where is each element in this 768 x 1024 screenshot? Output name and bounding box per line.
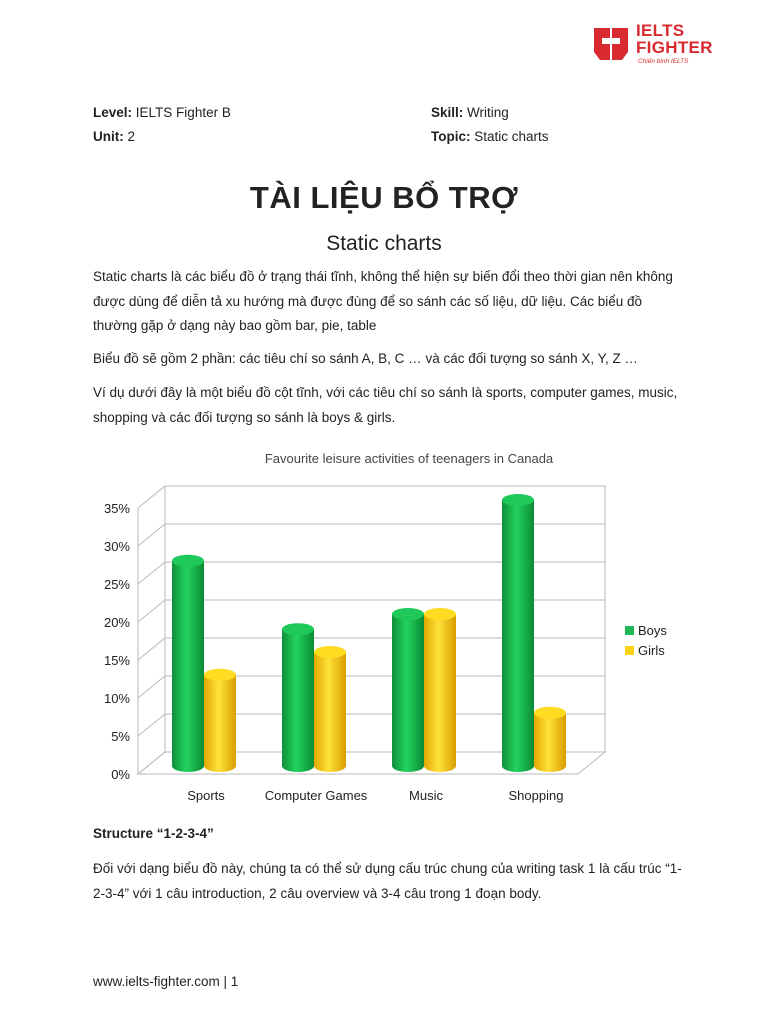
- bar-top: [502, 494, 534, 506]
- bar-girls-shopping: [534, 707, 566, 772]
- topic-line: Topic: Static charts: [431, 129, 549, 144]
- bar-boys-shopping: [502, 494, 534, 772]
- bar-base: [204, 760, 236, 772]
- logo-wordmark: IELTS FIGHTER: [636, 21, 713, 57]
- bar-body: [392, 614, 424, 766]
- y-tick-label: 35%: [103, 501, 130, 516]
- structure-heading: Structure “1-2-3-4”: [93, 826, 214, 841]
- gridline-diagonal: [138, 524, 165, 546]
- y-tick-label: 10%: [103, 691, 130, 706]
- bar-base: [392, 760, 424, 772]
- bar-chart: [90, 440, 690, 820]
- y-tick-label: 30%: [103, 539, 130, 554]
- skill-line: Skill: Writing: [431, 105, 509, 120]
- level-line: Level: IELTS Fighter B: [93, 105, 231, 120]
- unit-line: Unit: 2: [93, 129, 136, 144]
- gridline-diagonal: [138, 600, 165, 622]
- bar-top: [424, 608, 456, 620]
- structure-paragraph: Đối với dạng biểu đồ này, chúng ta có thể sử dụng cấu trúc chung của writing task 1 là cấu trúc “1-2-3-4” với 1 câu introduction, 2 câu overview và 3-4 câu trong 1 đoạn body.: [93, 861, 682, 901]
- bar-base: [502, 760, 534, 772]
- legend-swatch-boys: [625, 626, 634, 635]
- page-subtitle: Static charts: [326, 232, 442, 255]
- bar-base: [282, 760, 314, 772]
- chart-legend: [625, 623, 667, 658]
- gridline-diagonal: [138, 714, 165, 736]
- bar-top: [314, 646, 346, 658]
- x-tick-label: Computer Games: [264, 788, 368, 803]
- chart-title: Favourite leisure activities of teenagers in Canada: [264, 451, 554, 466]
- bar-base: [172, 760, 204, 772]
- logo-tagline: Chiến binh IELTS: [638, 58, 689, 65]
- bar-top: [172, 555, 204, 567]
- x-tick-label: Music: [409, 788, 443, 803]
- bar-top: [392, 608, 424, 620]
- bar-boys-music: [392, 608, 424, 772]
- bar-body: [282, 629, 314, 766]
- legend-label-boys: Boys: [638, 623, 667, 638]
- y-tick-label: 0%: [111, 767, 130, 782]
- x-axis: [187, 788, 563, 803]
- gridline-diagonal: [138, 676, 165, 698]
- parts-paragraph: Biểu đồ sẽ gồm 2 phần: các tiêu chí so sánh A, B, C … và các đối tượng so sánh X, Y, Z …: [93, 351, 638, 366]
- y-tick-label: 5%: [111, 729, 130, 744]
- example-paragraph: Ví dụ dưới đây là một biểu đồ cột tĩnh, với các tiêu chí so sánh là sports, computer games, music, shopping và các đối tượng so sánh là boys & girls.: [93, 385, 678, 425]
- footer-url: www.ielts-fighter.com | 1: [93, 974, 239, 989]
- y-tick-label: 25%: [103, 577, 130, 592]
- bar-body: [314, 652, 346, 766]
- gridline-diagonal: [138, 562, 165, 584]
- bar-base: [424, 760, 456, 772]
- bar-base: [314, 760, 346, 772]
- bar-body: [424, 614, 456, 766]
- bar-body: [204, 675, 236, 766]
- brand-logo: [592, 22, 732, 68]
- gridline-diagonal: [138, 638, 165, 660]
- bar-top: [534, 707, 566, 719]
- bar-base: [534, 760, 566, 772]
- bar-boys-computer-games: [282, 623, 314, 772]
- bar-top: [204, 669, 236, 681]
- page-title: TÀI LIỆU BỔ TRỢ: [249, 180, 519, 215]
- x-tick-label: Shopping: [508, 788, 564, 803]
- legend-swatch-girls: [625, 646, 634, 655]
- bar-body: [502, 500, 534, 766]
- fighter-shield-icon: [592, 24, 630, 62]
- bar-top: [282, 623, 314, 635]
- y-tick-label: 15%: [103, 653, 130, 668]
- gridline-diagonal: [138, 486, 165, 508]
- legend-label-girls: Girls: [638, 643, 665, 658]
- bar-girls-sports: [204, 669, 236, 772]
- bar-girls-music: [424, 608, 456, 772]
- bar-girls-computer-games: [314, 646, 346, 772]
- bar-body: [172, 561, 204, 766]
- bar-body: [534, 713, 566, 766]
- x-tick-label: Sports: [187, 788, 225, 803]
- y-axis: [104, 501, 130, 782]
- y-tick-label: 20%: [103, 615, 130, 630]
- intro-paragraph: Static charts là các biểu đồ ở trạng thái tĩnh, không thể hiện sự biến đổi theo thời gian nên không được dùng để diễn tả xu hướng mà được đùng để so sánh các số liệu, dữ liệu. Các biểu đồ thường gặp ở dạng này bao gồm bar, pie, table: [93, 269, 673, 333]
- bar-boys-sports: [172, 555, 204, 772]
